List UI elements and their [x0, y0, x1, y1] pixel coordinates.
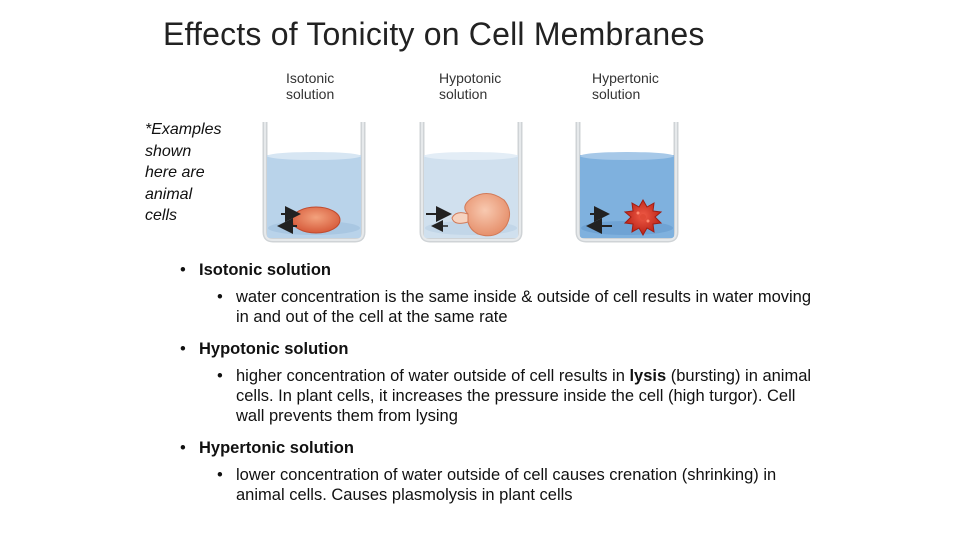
item-text: higher concentration of water outside of cell results in — [236, 367, 630, 385]
item-heading: Isotonic solution — [199, 261, 331, 279]
slide-title: Effects of Tonicity on Cell Membranes — [163, 16, 705, 52]
bullet-icon: • — [217, 367, 223, 385]
tonicity-bullet-list — [180, 260, 860, 505]
tonicity-beakers-illustration — [255, 110, 695, 250]
note-line: animal — [145, 185, 193, 203]
bullet-icon: • — [180, 439, 186, 457]
isotonic-beaker — [265, 122, 363, 240]
note-line: *Examples — [145, 121, 222, 138]
bullet-icon: • — [217, 466, 223, 484]
list-item — [180, 438, 860, 505]
bullet-icon: • — [217, 288, 223, 306]
item-text: lower concentration of water outside of cell causes crenation (shrinking) in animal cells. Causes plasmolysis in plant cells — [236, 466, 777, 504]
hypotonic-beaker — [422, 122, 520, 240]
hypertonic-label: Hypertonic solution — [592, 70, 659, 102]
note-line: shown — [145, 142, 192, 160]
bullet-icon: • — [180, 261, 186, 279]
list-item: • Hypotonic solution • higher concentration of water outside of cell results in lysis (bursting) in animal cells. In plant cells, it increases the pressure inside the cell (high turgor). Cell wall prevents them from lysing — [180, 340, 812, 425]
bullet-icon: • — [180, 340, 186, 358]
hypotonic-label: Hypotonic solution — [439, 70, 502, 102]
item-heading: Hypertonic solution — [199, 439, 354, 457]
isotonic-label: Isotonic solution — [286, 70, 335, 102]
note-line: here are — [145, 164, 205, 181]
note-line: cells — [145, 207, 178, 224]
item-text: water concentration is the same inside & outside of cell results in water moving in and out of the cell at the same rate — [236, 288, 812, 326]
item-heading: Hypotonic solution — [199, 340, 349, 358]
hypertonic-beaker — [578, 122, 676, 240]
list-item — [180, 260, 860, 327]
animal-cells-note — [145, 119, 245, 227]
lysis-term: lysis — [629, 367, 667, 385]
